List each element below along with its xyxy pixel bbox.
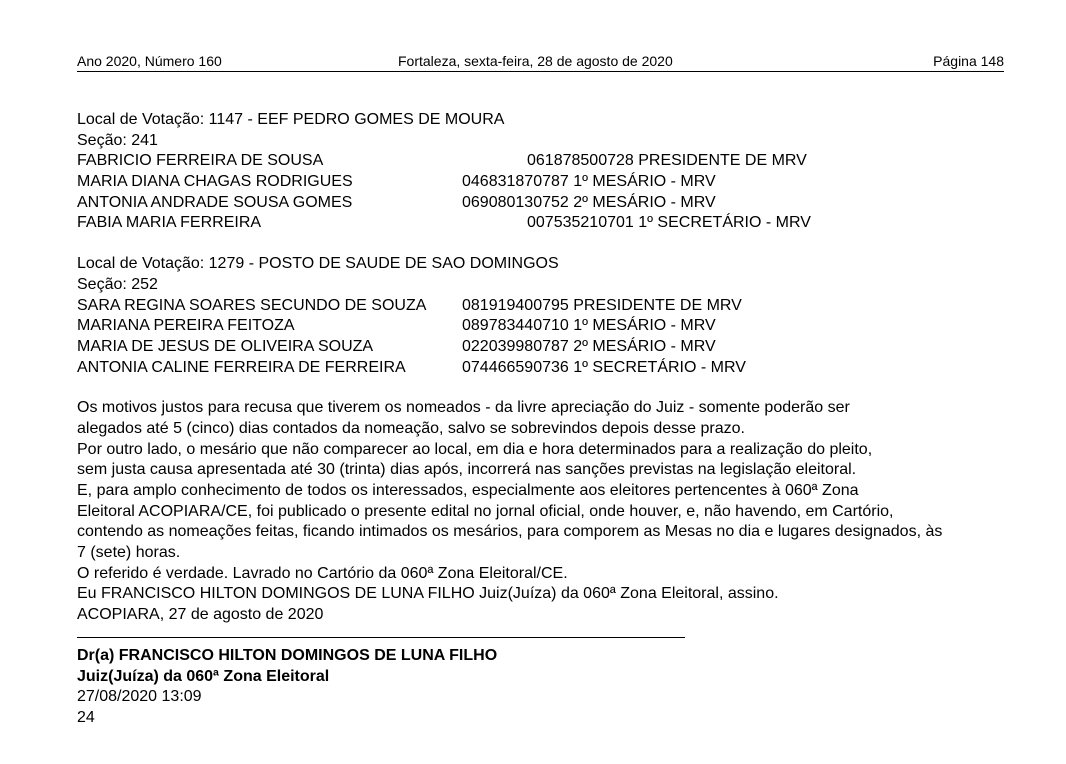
edital-text xyxy=(77,398,1017,626)
member-role: 007535210701 1º SECRETÁRIO - MRV xyxy=(527,214,811,232)
member-row xyxy=(77,213,1017,234)
voting-secao: Seção: 252 xyxy=(77,275,158,293)
member-name: MARIA DE JESUS DE OLIVEIRA SOUZA xyxy=(77,337,374,355)
document-number: 24 xyxy=(77,708,95,726)
signer-role: Juiz(Juíza) da 060ª Zona Eleitoral xyxy=(77,667,330,685)
member-name: FABIA MARIA FERREIRA xyxy=(77,214,262,232)
member-role: 069080130752 2º MESÁRIO - MRV xyxy=(462,193,716,211)
voting-section xyxy=(77,254,1017,378)
voting-section xyxy=(77,110,1017,234)
header-date: Fortaleza, sexta-feira, 28 de agosto de 2020 xyxy=(398,53,673,69)
member-name: ANTONIA CALINE FERREIRA DE FERREIRA xyxy=(77,358,406,376)
member-name: MARIA DIANA CHAGAS RODRIGUES xyxy=(77,173,353,191)
signature-line xyxy=(77,627,685,638)
body-line: ACOPIARA, 27 de agosto de 2020 xyxy=(77,606,324,624)
member-name: SARA REGINA SOARES SECUNDO DE SOUZA xyxy=(77,296,427,314)
member-role: 074466590736 1º SECRETÁRIO - MRV xyxy=(462,358,746,376)
voting-secao: Seção: 241 xyxy=(77,131,158,149)
member-name: ANTONIA ANDRADE SOUSA GOMES xyxy=(77,193,353,211)
member-row xyxy=(77,172,1017,193)
header-edition: Ano 2020, Número 160 xyxy=(77,53,222,69)
body-line: Os motivos justos para recusa que tiverem os nomeados - da livre apreciação do Juiz - somente poderão ser xyxy=(77,399,850,417)
member-role: 061878500728 PRESIDENTE DE MRV xyxy=(527,152,807,170)
member-role: 046831870787 1º MESÁRIO - MRV xyxy=(462,173,716,191)
body-line: Por outro lado, o mesário que não comparecer ao local, em dia e hora determinados para a realização do pleito, xyxy=(77,440,873,458)
body-line: O referido é verdade. Lavrado no Cartório da 060ª Zona Eleitoral/CE. xyxy=(77,564,568,582)
body-line: Eu FRANCISCO HILTON DOMINGOS DE LUNA FILHO Juiz(Juíza) da 060ª Zona Eleitoral, assino. xyxy=(77,585,779,603)
voting-location: Local de Votação: 1147 - EEF PEDRO GOMES DE MOURA xyxy=(77,111,505,128)
signature-datetime: 27/08/2020 13:09 xyxy=(77,688,202,706)
document-body xyxy=(77,110,1017,729)
member-row xyxy=(77,193,1017,214)
member-role: 022039980787 2º MESÁRIO - MRV xyxy=(462,337,716,355)
member-row xyxy=(77,151,1017,172)
signer-name: Dr(a) FRANCISCO HILTON DOMINGOS DE LUNA FILHO xyxy=(77,646,498,664)
member-row xyxy=(77,296,1017,317)
body-line: contendo as nomeações feitas, ficando intimados os mesários, para comporem as Mesas no dia e lugares designados, às xyxy=(77,523,943,541)
body-line: 7 (sete) horas. xyxy=(77,544,181,562)
member-row xyxy=(77,337,1017,358)
body-line: alegados até 5 (cinco) dias contados da nomeação, salvo se sobrevindos depois desse prazo. xyxy=(77,419,745,437)
member-role: 089783440710 1º MESÁRIO - MRV xyxy=(462,317,716,335)
voting-location: Local de Votação: 1279 - POSTO DE SAUDE DE SAO DOMINGOS xyxy=(77,255,559,273)
member-row xyxy=(77,358,1017,379)
body-line: Eleitoral ACOPIARA/CE, foi publicado o presente edital no jornal oficial, onde houver, e, não havendo, em Cartório, xyxy=(77,502,894,520)
member-row xyxy=(77,316,1017,337)
body-line: E, para amplo conhecimento de todos os interessados, especialmente aos eleitores pertencentes à 060ª Zona xyxy=(77,482,859,499)
header-page-number: Página 148 xyxy=(933,53,1004,69)
member-name: FABRICIO FERREIRA DE SOUSA xyxy=(77,152,324,170)
page-header xyxy=(77,52,1004,72)
member-role: 081919400795 PRESIDENTE DE MRV xyxy=(462,296,742,314)
body-line: sem justa causa apresentada até 30 (trinta) dias após, incorrerá nas sanções previstas na legislação eleitoral. xyxy=(77,461,857,479)
signature-block xyxy=(77,646,1017,729)
member-name: MARIANA PEREIRA FEITOZA xyxy=(77,317,295,335)
